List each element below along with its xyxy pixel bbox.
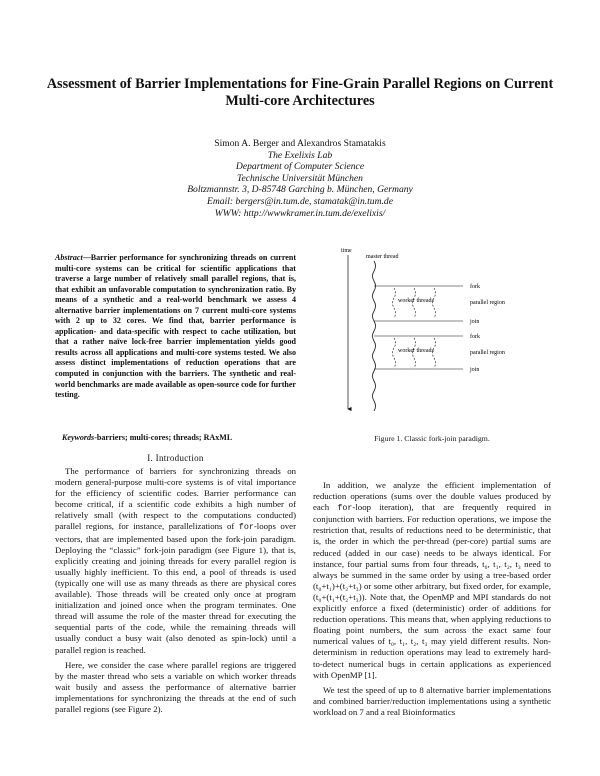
- keywords-label: Keywords: [62, 433, 95, 442]
- region-label-2: parallel region: [470, 350, 505, 356]
- keywords-text: -barriers; multi-cores; threads; RAxML: [94, 433, 233, 442]
- fork-label-1: fork: [470, 284, 480, 290]
- abstract-label: Abstract: [55, 253, 83, 262]
- inline-code: for: [238, 522, 254, 533]
- join-label-2: join: [470, 367, 480, 373]
- author-names: Simon A. Berger and Alexandros Stamatakis: [214, 138, 386, 149]
- author-university: Technische Universität München: [237, 172, 363, 184]
- author-address: Boltzmannstr. 3, D-85748 Garching b. München, Germany: [187, 184, 413, 196]
- right-column: [313, 480, 551, 718]
- section-heading: I. Introduction: [147, 453, 204, 463]
- master-thread-label: master thread: [366, 254, 399, 260]
- intro-paragraph-1: The performance of barriers for synchronizing threads on modern general-purpose multi-core systems is of vital importance for the efficiency of scientific codes. Barrier performance can become critical, if a scientific code exhibits a high number of relatively small (with respect to the computations conducted) parallel regions, for instance, parallelizations of for-loops over vectors, that are implemented based upon the fork-join paradigm. Deploying the “classic” fork-join paradigm (see Figure 1), that is, explicitly creating and joining threads for every parallel region is usually highly inefficient. To this end, a pool of threads is used (typically one will use as many threads as there are physical cores available). Those threads will be created only once at program initialization and joined once when the program terminates. One thread will assume the role of the master thread for executing the sequential parts of the code, while the remaining threads will usually conduct a busy wait (also denoted as spin-lock) until a parallel region is reached.: [55, 466, 296, 655]
- intro-paragraph-3: In addition, we analyze the efficient implementation of reduction operations (sums over the double values produced by each for-loop iteration), that are frequently required in conjunction with barriers. For reduction operations, we impose the restriction that, results of reductions need to be deterministic, that is, the order in which the per-thread (per-core) partial sums are reduced (added in our case) needs to be always identical. For instance, four partial sums from four threads, t₀, t₁, t₂, t₃ need to always be summed in the same order by using a tree-based order (t₀+t₁)+(t₂+t₃) or some other arbitrary, but fixed order, for example, (t₀+(t₁+(t₂+t₃)). Note that, the OpenMP and MPI standards do not explicitly enforce a fixed (deterministic) order of additions for reduction operations. This means that, when applying reductions to floating point numbers, the sum across the exact same four numerical values of t₀, t₁, t₂, t₃ may yield different results. Non-determinism in reduction operations may lead to extremely hard-to-detect numerical bugs in certain applications as experienced with OpenMP [1].: [313, 480, 552, 680]
- keywords: [62, 433, 296, 444]
- intro-paragraph-2: Here, we consider the case where parallel regions are triggered by the master thread who sets a variable on which worker threads wait busily and assess the performance of alternative barrier implementations for synchronizing the threads at the end of such parallel regions (see Figure 2).: [55, 659, 296, 714]
- worker-threads-label-1: worker threads: [398, 298, 434, 304]
- author-lab: The Exelixis Lab: [267, 149, 333, 161]
- time-axis-label: time: [341, 248, 352, 254]
- fork-join-figure: [338, 241, 528, 411]
- intro-paragraph-4: We test the speed of up to 8 alternative barrier implementations and combined barrier/reduction implementations using a synthetic workload on 7 and a real Bioinformatics: [313, 684, 551, 717]
- region-label-1: parallel region: [470, 300, 505, 306]
- author-email: Email: bergers@in.tum.de, stamatak@in.tum.de: [207, 195, 393, 207]
- worker-threads-label-2: worker threads: [398, 348, 434, 354]
- left-column: [55, 466, 296, 715]
- inline-code: for: [337, 503, 353, 514]
- abstract: [55, 253, 296, 401]
- author-block: [60, 138, 540, 219]
- fork-label-2: fork: [470, 334, 480, 340]
- figure-caption: Figure 1. Classic fork-join paradigm.: [374, 434, 490, 443]
- abstract-text: —Barrier performance for synchronizing threads on current multi-core systems can be critical for scientific applications that traverse a large number of relatively small parallel regions, that is, that exhibit an unfavorable computation to synchronization ratio. By means of a synthetic and a real-world benchmark we assess 4 alternative barrier implementations on 7 current multi-core systems with 2 up to 32 cores. We find that, barrier performance is application- and data-specific with respect to cache utilization, but that a rather naïve lock-free barrier implementation yields good results across all applications and multi-core systems tested. We also assess distinct implementations of reduction operations that are computed in conjunction with the barriers. The synthetic and real-world benchmarks are made available as open-source code for further testing.: [55, 253, 296, 400]
- join-label-1: join: [470, 319, 480, 325]
- author-dept: Department of Computer Science: [235, 161, 365, 173]
- author-www: WWW: http://wwwkramer.in.tum.de/exelixis/: [214, 207, 386, 219]
- paper-title: Assessment of Barrier Implementations for Fine-Grain Parallel Regions on Current Multi-core Architectures: [46, 76, 554, 109]
